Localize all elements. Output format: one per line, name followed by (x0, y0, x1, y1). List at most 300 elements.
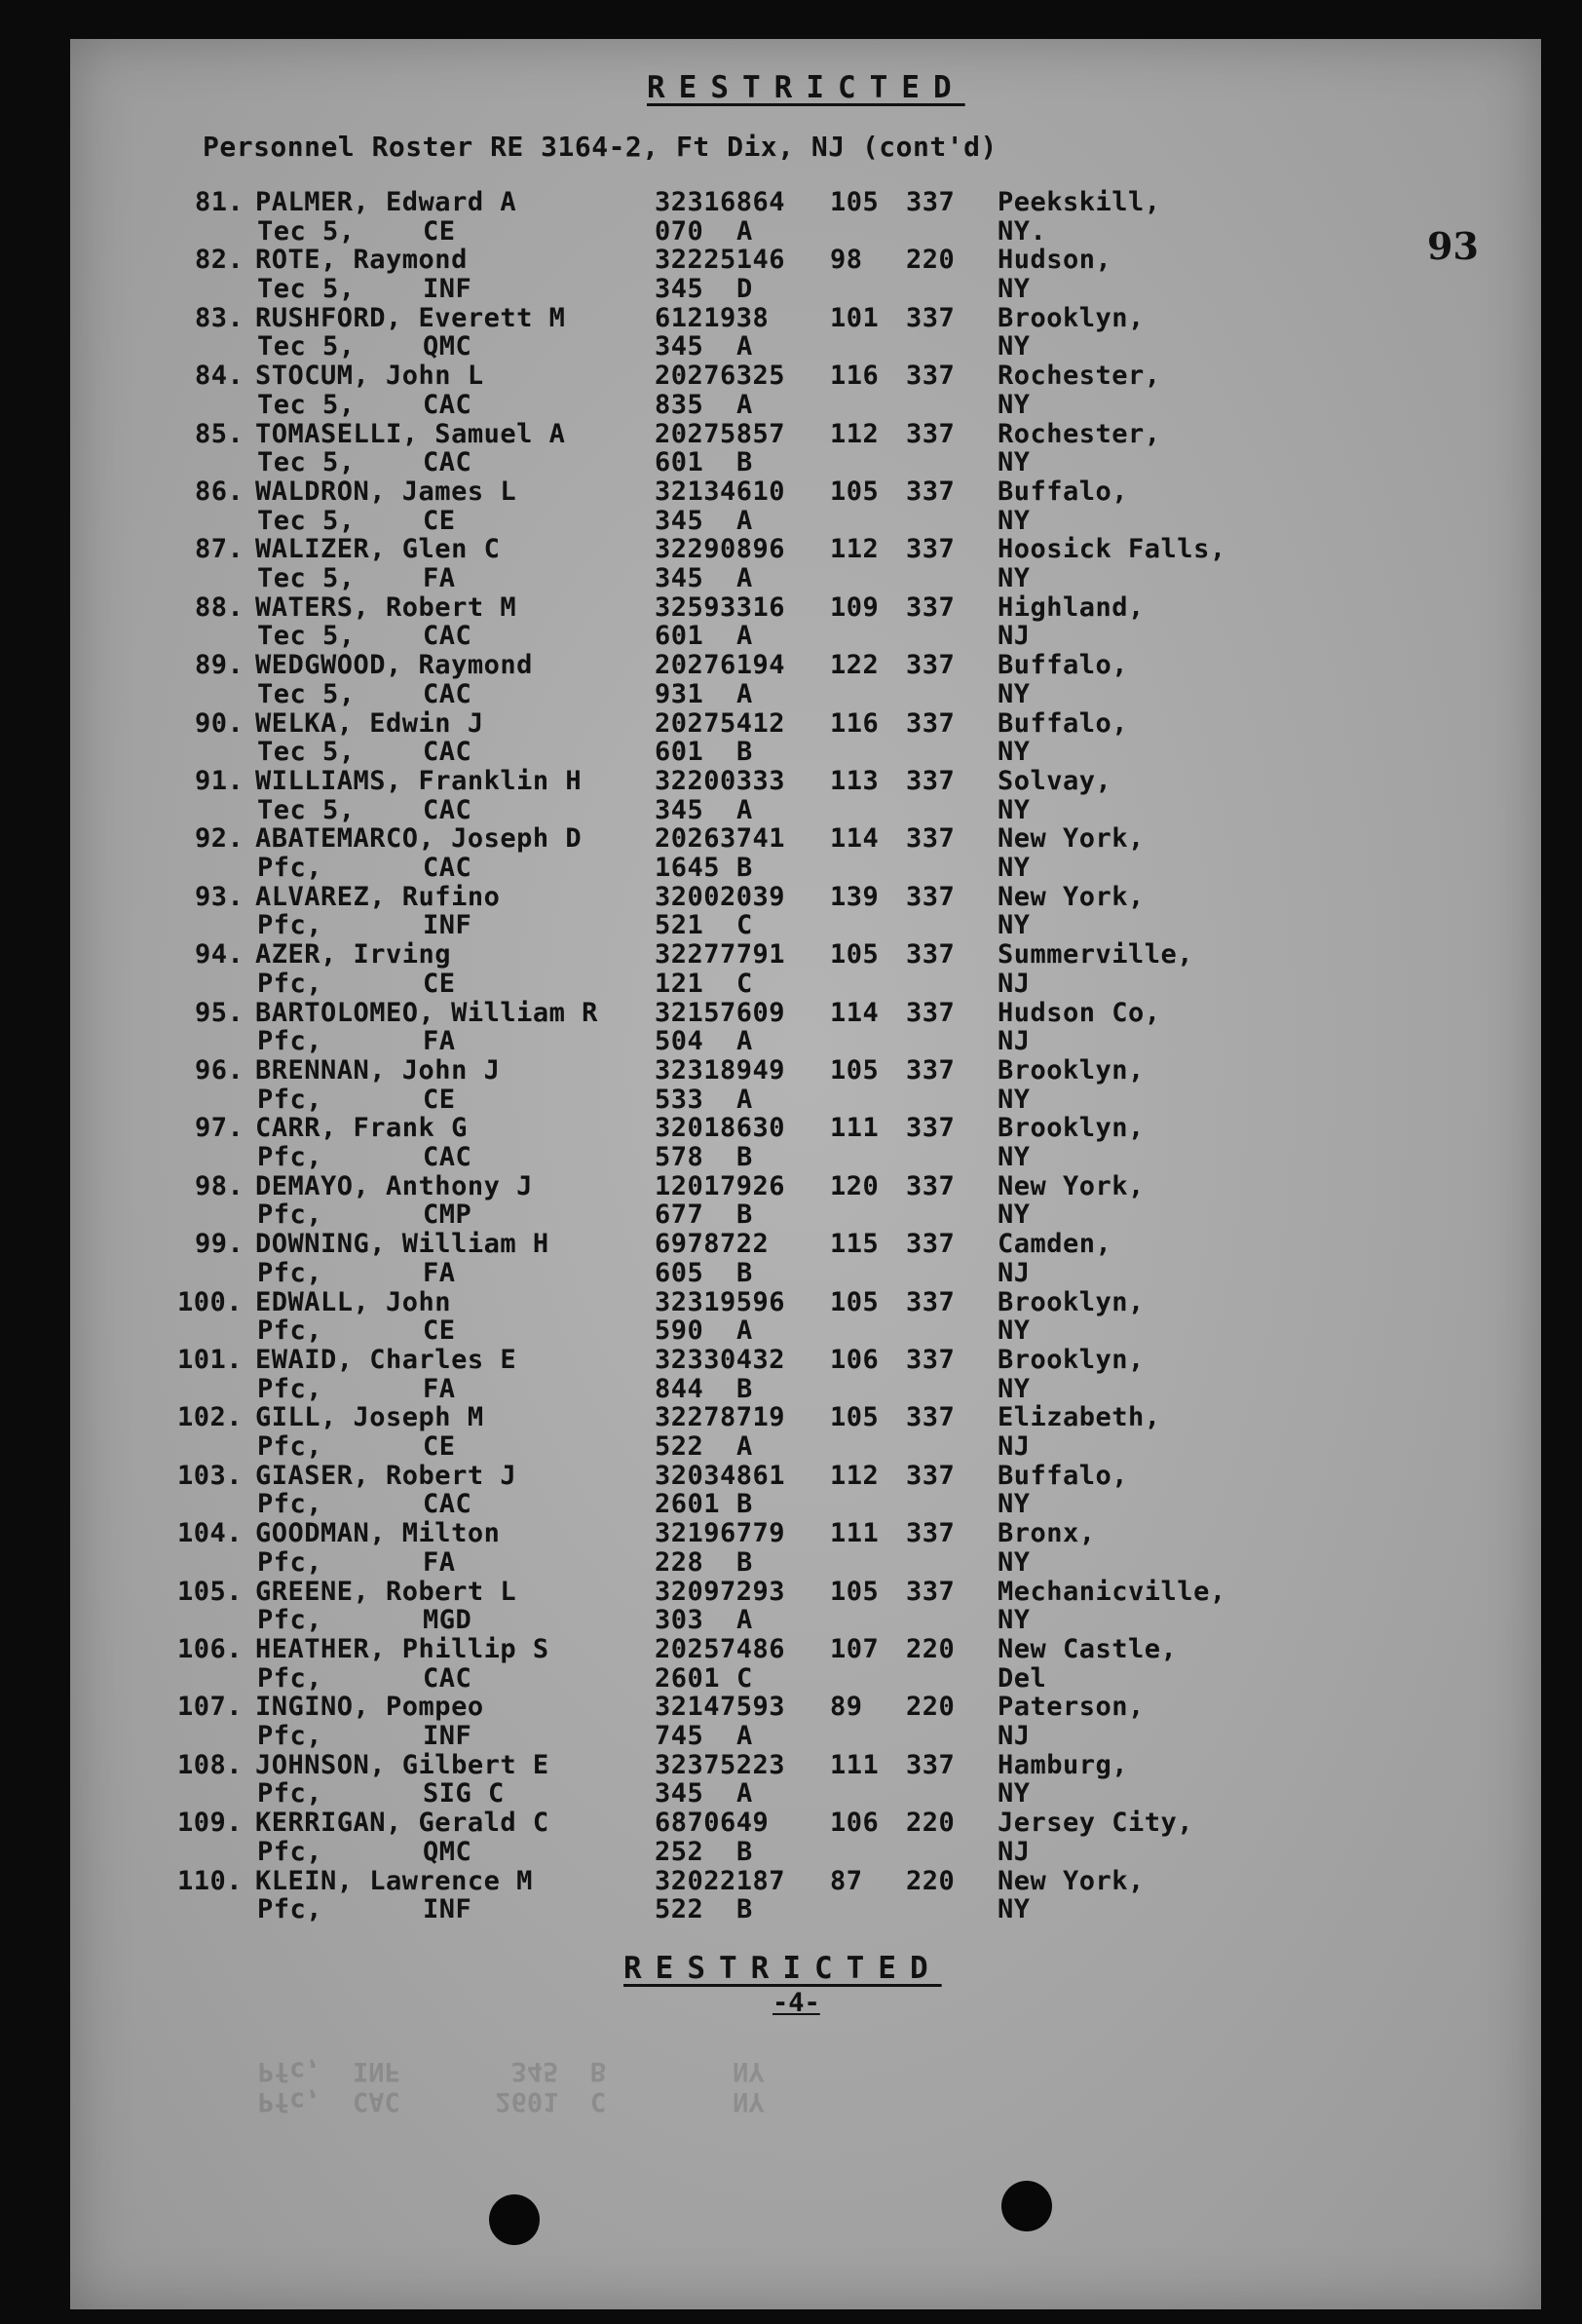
entry-state: Del (998, 1662, 1047, 1694)
entry-serial: 6978722 (655, 1229, 770, 1260)
entry-group: B (736, 1894, 753, 1925)
entry-name: GREENE, Robert L (255, 1576, 517, 1607)
entry-serial: 20275857 (655, 418, 786, 449)
entry-number-b: 337 (906, 361, 956, 392)
entry-rank: Pfc, (257, 910, 323, 941)
entry-name: BARTOLOMEO, William R (255, 997, 598, 1028)
entry-rank: Pfc, (257, 1489, 323, 1520)
entry-state: NY (998, 678, 1031, 709)
entry-name: HEATHER, Phillip S (255, 1634, 549, 1664)
entry-branch: CE (423, 1430, 456, 1462)
entry-number-b: 220 (906, 1692, 956, 1723)
entry-state: NY (998, 737, 1031, 768)
roster-entry (70, 1808, 1541, 1866)
entry-group: B (736, 1546, 753, 1578)
roster-entry (70, 708, 1541, 767)
entry-number: 108. (177, 1749, 244, 1780)
entry-rank: Pfc, (257, 852, 323, 883)
entry-group: B (736, 1200, 753, 1231)
entry-number-b: 337 (906, 1460, 956, 1491)
entry-state: NY. (998, 215, 1047, 247)
entry-number-b: 337 (906, 1402, 956, 1433)
roster-entry (70, 1113, 1541, 1171)
entry-branch: CAC (423, 447, 472, 478)
entry-code: 835 (655, 389, 704, 420)
entry-city: Rochester, (998, 418, 1161, 449)
entry-number-b: 337 (906, 1055, 956, 1086)
entry-city: Hoosick Falls, (998, 534, 1226, 565)
roster-entry (70, 1402, 1541, 1461)
entry-serial: 32290896 (655, 534, 786, 565)
roster-entry (70, 1866, 1541, 1924)
entry-serial: 20276194 (655, 650, 786, 681)
entry-number: 100. (177, 1286, 244, 1317)
entry-number: 102. (177, 1402, 244, 1433)
entry-number-a: 105 (830, 939, 880, 971)
entry-branch: CE (423, 1315, 456, 1347)
entry-rank: Pfc, (257, 968, 323, 999)
entry-branch: INF (423, 910, 472, 941)
entry-number-a: 115 (830, 1229, 880, 1260)
entry-branch: FA (423, 1026, 456, 1057)
roster-entry (70, 998, 1541, 1056)
entry-number-a: 111 (830, 1518, 880, 1549)
entry-group: A (736, 1430, 753, 1462)
entry-number-a: 106 (830, 1808, 880, 1839)
entry-number-b: 337 (906, 302, 956, 333)
entry-city: Brooklyn, (998, 1113, 1145, 1144)
entry-number: 87. (195, 534, 245, 565)
entry-serial: 32318949 (655, 1055, 786, 1086)
entry-number-a: 116 (830, 361, 880, 392)
entry-name: AZER, Irving (255, 939, 452, 971)
entry-name: EDWALL, John (255, 1286, 452, 1317)
entry-branch: INF (423, 1894, 472, 1925)
entry-group: A (736, 1778, 753, 1810)
entry-state: NJ (998, 1026, 1031, 1057)
entry-number-a: 107 (830, 1634, 880, 1664)
entry-name: TOMASELLI, Samuel A (255, 418, 566, 449)
entry-branch: CAC (423, 389, 472, 420)
entry-number: 110. (177, 1865, 244, 1896)
entry-number-b: 337 (906, 1576, 956, 1607)
entry-branch: CAC (423, 678, 472, 709)
entry-city: Paterson, (998, 1692, 1145, 1723)
entry-city: New York, (998, 823, 1145, 855)
entry-city: Bronx, (998, 1518, 1096, 1549)
entry-name: GOODMAN, Milton (255, 1518, 501, 1549)
entry-rank: Tec 5, (257, 331, 356, 362)
entry-city: Elizabeth, (998, 1402, 1161, 1433)
entry-group: D (736, 273, 753, 304)
entry-state: NY (998, 1546, 1031, 1578)
entry-number-a: 105 (830, 1286, 880, 1317)
entry-code: 345 (655, 562, 704, 593)
entry-serial: 32278719 (655, 1402, 786, 1433)
entry-number-a: 114 (830, 823, 880, 855)
entry-number-a: 105 (830, 1402, 880, 1433)
entry-branch: SIG C (423, 1778, 505, 1810)
entry-rank: Tec 5, (257, 505, 356, 536)
entry-city: Jersey City, (998, 1808, 1194, 1839)
entry-number: 105. (177, 1576, 244, 1607)
entry-city: Solvay, (998, 766, 1112, 796)
entry-number-b: 337 (906, 650, 956, 681)
entry-number: 81. (195, 187, 245, 217)
entry-state: NY (998, 562, 1031, 593)
roster-entry (70, 1750, 1541, 1809)
entry-number-a: 105 (830, 1055, 880, 1086)
entry-name: WELKA, Edwin J (255, 707, 484, 739)
entry-code: 121 (655, 968, 704, 999)
entry-serial: 32593316 (655, 591, 786, 623)
page-number-stamp: 93 (1427, 224, 1479, 268)
entry-number: 101. (177, 1345, 244, 1375)
entry-rank: Pfc, (257, 1026, 323, 1057)
entry-rank: Pfc, (257, 1084, 323, 1115)
entry-group: B (736, 1489, 753, 1520)
entry-city: New Castle, (998, 1634, 1178, 1664)
entry-group: A (736, 794, 753, 825)
entry-city: Peekskill, (998, 187, 1161, 217)
entry-branch: CE (423, 968, 456, 999)
entry-group: A (736, 678, 753, 709)
entry-branch: CAC (423, 794, 472, 825)
entry-serial: 20275412 (655, 707, 786, 739)
entry-group: A (736, 389, 753, 420)
entry-name: PALMER, Edward A (255, 187, 517, 217)
entry-branch: CE (423, 505, 456, 536)
entry-number-a: 87 (830, 1865, 863, 1896)
entry-name: WILLIAMS, Franklin H (255, 766, 583, 796)
roster-entry (70, 1461, 1541, 1519)
entry-branch: FA (423, 562, 456, 593)
entry-state: NJ (998, 968, 1031, 999)
entry-serial: 32002039 (655, 881, 786, 912)
entry-group: A (736, 1026, 753, 1057)
roster-entry (70, 245, 1541, 303)
entry-name: ROTE, Raymond (255, 245, 468, 276)
entry-number-b: 337 (906, 591, 956, 623)
entry-code: 931 (655, 678, 704, 709)
entry-name: ALVAREZ, Rufino (255, 881, 501, 912)
entry-number: 91. (195, 766, 245, 796)
entry-number-a: 111 (830, 1113, 880, 1144)
entry-number-b: 337 (906, 707, 956, 739)
entry-serial: 32330432 (655, 1345, 786, 1375)
entry-code: 345 (655, 331, 704, 362)
entry-serial: 32225146 (655, 245, 786, 276)
entry-serial: 32157609 (655, 997, 786, 1028)
entry-code: 252 (655, 1836, 704, 1867)
entry-state: NY (998, 852, 1031, 883)
entry-code: 522 (655, 1894, 704, 1925)
entry-number: 83. (195, 302, 245, 333)
entry-code: 745 (655, 1720, 704, 1751)
entry-group: C (736, 968, 753, 999)
entry-serial: 32375223 (655, 1749, 786, 1780)
entry-serial: 32277791 (655, 939, 786, 971)
entry-name: INGINO, Pompeo (255, 1692, 484, 1723)
entry-name: GILL, Joseph M (255, 1402, 484, 1433)
entry-rank: Tec 5, (257, 794, 356, 825)
roster-entry (70, 1518, 1541, 1577)
entry-number-a: 116 (830, 707, 880, 739)
entry-state: NY (998, 505, 1031, 536)
entry-number: 99. (195, 1229, 245, 1260)
entry-serial: 32022187 (655, 1865, 786, 1896)
entry-rank: Tec 5, (257, 737, 356, 768)
entry-code: 504 (655, 1026, 704, 1057)
entry-code: 1645 (655, 852, 721, 883)
page-footer-number: -4- (772, 1988, 820, 2018)
entry-number-b: 337 (906, 939, 956, 971)
entry-rank: Pfc, (257, 1315, 323, 1347)
entry-number-a: 112 (830, 534, 880, 565)
roster-entry (70, 592, 1541, 651)
entry-name: WALDRON, James L (255, 476, 517, 507)
roster-entry (70, 823, 1541, 882)
roster-entry (70, 766, 1541, 824)
entry-number-b: 337 (906, 1286, 956, 1317)
entry-number-a: 89 (830, 1692, 863, 1723)
roster-entry (70, 939, 1541, 998)
roster-entry (70, 1171, 1541, 1230)
entry-number: 93. (195, 881, 245, 912)
entry-city: Brooklyn, (998, 1055, 1145, 1086)
entry-rank: Pfc, (257, 1257, 323, 1288)
entry-rank: Tec 5, (257, 678, 356, 709)
entry-number: 107. (177, 1692, 244, 1723)
entry-state: NY (998, 331, 1031, 362)
entry-name: WALIZER, Glen C (255, 534, 501, 565)
entry-number-b: 337 (906, 766, 956, 796)
entry-code: 345 (655, 1778, 704, 1810)
entry-rank: Tec 5, (257, 273, 356, 304)
entry-code: 605 (655, 1257, 704, 1288)
entry-city: Buffalo, (998, 476, 1129, 507)
entry-name: KERRIGAN, Gerald C (255, 1808, 549, 1839)
entry-branch: QMC (423, 1836, 472, 1867)
roster-entry (70, 1055, 1541, 1114)
entry-number: 106. (177, 1634, 244, 1664)
entry-serial: 32097293 (655, 1576, 786, 1607)
entry-number-a: 101 (830, 302, 880, 333)
entry-serial: 32319596 (655, 1286, 786, 1317)
entry-number-b: 337 (906, 476, 956, 507)
entry-number-b: 337 (906, 1749, 956, 1780)
entry-code: 303 (655, 1605, 704, 1636)
restricted-header: RESTRICTED (647, 70, 965, 105)
entry-group: A (736, 331, 753, 362)
entry-state: NY (998, 1778, 1031, 1810)
entry-rank: Pfc, (257, 1894, 323, 1925)
entry-branch: FA (423, 1546, 456, 1578)
entry-group: B (736, 1836, 753, 1867)
roster-entry (70, 1229, 1541, 1287)
entry-number: 96. (195, 1055, 245, 1086)
entry-code: 345 (655, 505, 704, 536)
entry-number-a: 109 (830, 591, 880, 623)
entry-serial: 32316864 (655, 187, 786, 217)
entry-state: NY (998, 447, 1031, 478)
entry-branch: INF (423, 1720, 472, 1751)
entry-rank: Pfc, (257, 1141, 323, 1172)
entry-state: NJ (998, 1257, 1031, 1288)
entry-group: C (736, 910, 753, 941)
entry-code: 521 (655, 910, 704, 941)
entry-code: 844 (655, 1373, 704, 1404)
entry-number: 104. (177, 1518, 244, 1549)
roster-entry (70, 1634, 1541, 1693)
entry-code: 677 (655, 1200, 704, 1231)
entry-city: Brooklyn, (998, 302, 1145, 333)
entry-branch: FA (423, 1257, 456, 1288)
entry-code: 345 (655, 794, 704, 825)
entry-code: 590 (655, 1315, 704, 1347)
entry-serial: 32018630 (655, 1113, 786, 1144)
entry-city: Buffalo, (998, 707, 1129, 739)
entry-state: NY (998, 1489, 1031, 1520)
entry-city: Camden, (998, 1229, 1112, 1260)
entry-serial: 32134610 (655, 476, 786, 507)
roster-entry (70, 882, 1541, 940)
entry-city: Hudson, (998, 245, 1112, 276)
roster-entry (70, 361, 1541, 419)
punch-hole-right (1001, 2181, 1052, 2231)
entry-number-b: 337 (906, 997, 956, 1028)
entry-serial: 32147593 (655, 1692, 786, 1723)
entry-branch: INF (423, 273, 472, 304)
entry-city: Brooklyn, (998, 1345, 1145, 1375)
entry-code: 2601 (655, 1662, 721, 1694)
entry-rank: Tec 5, (257, 215, 356, 247)
entry-city: Hudson Co, (998, 997, 1161, 1028)
entry-number-b: 337 (906, 418, 956, 449)
entry-city: New York, (998, 1865, 1145, 1896)
entry-number: 88. (195, 591, 245, 623)
entry-group: B (736, 1373, 753, 1404)
entry-number-b: 337 (906, 823, 956, 855)
entry-rank: Tec 5, (257, 621, 356, 652)
entry-code: 345 (655, 273, 704, 304)
entry-group: B (736, 447, 753, 478)
entry-group: A (736, 1084, 753, 1115)
roster-entry (70, 303, 1541, 362)
roster-entry (70, 534, 1541, 592)
entry-group: A (736, 1315, 753, 1347)
entry-state: NY (998, 1084, 1031, 1115)
entry-name: STOCUM, John L (255, 361, 484, 392)
entry-branch: CAC (423, 852, 472, 883)
entry-state: NY (998, 910, 1031, 941)
entry-serial: 32034861 (655, 1460, 786, 1491)
entry-group: C (736, 1662, 753, 1694)
entry-name: WATERS, Robert M (255, 591, 517, 623)
entry-rank: Tec 5, (257, 389, 356, 420)
entry-code: 070 (655, 215, 704, 247)
entry-number-b: 220 (906, 1808, 956, 1839)
entry-number-a: 111 (830, 1749, 880, 1780)
entry-name: WEDGWOOD, Raymond (255, 650, 533, 681)
entry-group: A (736, 1720, 753, 1751)
entry-number: 86. (195, 476, 245, 507)
entry-number: 92. (195, 823, 245, 855)
entry-city: New York, (998, 881, 1145, 912)
entry-city: Buffalo, (998, 650, 1129, 681)
roster-entry (70, 650, 1541, 708)
entry-number-b: 337 (906, 1113, 956, 1144)
entry-state: NY (998, 1141, 1031, 1172)
entry-code: 2601 (655, 1489, 721, 1520)
entry-state: NJ (998, 1836, 1031, 1867)
entry-state: NY (998, 1315, 1031, 1347)
entry-number-b: 220 (906, 1634, 956, 1664)
entry-state: NY (998, 1605, 1031, 1636)
entry-number-b: 337 (906, 1229, 956, 1260)
entry-number: 82. (195, 245, 245, 276)
entry-name: DOWNING, William H (255, 1229, 549, 1260)
entry-state: NY (998, 389, 1031, 420)
entry-state: NJ (998, 621, 1031, 652)
roster-entry (70, 476, 1541, 535)
entry-serial: 20257486 (655, 1634, 786, 1664)
entry-group: A (736, 562, 753, 593)
entry-city: Highland, (998, 591, 1145, 623)
roster-entry (70, 1345, 1541, 1403)
entry-city: Summerville, (998, 939, 1194, 971)
entry-number-b: 337 (906, 187, 956, 217)
entry-number: 103. (177, 1460, 244, 1491)
entry-number: 94. (195, 939, 245, 971)
entry-serial: 6121938 (655, 302, 770, 333)
entry-serial: 20263741 (655, 823, 786, 855)
entry-rank: Pfc, (257, 1373, 323, 1404)
entry-number-a: 98 (830, 245, 863, 276)
roster-entry (70, 1287, 1541, 1346)
entry-branch: CE (423, 215, 456, 247)
punch-hole-left (489, 2194, 540, 2245)
restricted-footer: RESTRICTED (623, 1951, 942, 1986)
entry-number-b: 337 (906, 534, 956, 565)
entry-number-b: 337 (906, 1518, 956, 1549)
entry-group: A (736, 215, 753, 247)
entry-code: 601 (655, 447, 704, 478)
entry-branch: CMP (423, 1200, 472, 1231)
entry-code: 578 (655, 1141, 704, 1172)
entry-number-b: 337 (906, 1170, 956, 1201)
entry-code: 601 (655, 621, 704, 652)
entry-state: NY (998, 1373, 1031, 1404)
entry-number-a: 106 (830, 1345, 880, 1375)
entry-branch: MGD (423, 1605, 472, 1636)
entry-name: BRENNAN, John J (255, 1055, 501, 1086)
entry-serial: 6870649 (655, 1808, 770, 1839)
entry-serial: 32196779 (655, 1518, 786, 1549)
entry-name: EWAID, Charles E (255, 1345, 517, 1375)
entry-city: Hamburg, (998, 1749, 1129, 1780)
entry-group: B (736, 852, 753, 883)
entry-state: NY (998, 273, 1031, 304)
entry-rank: Tec 5, (257, 447, 356, 478)
entry-branch: QMC (423, 331, 472, 362)
entry-city: New York, (998, 1170, 1145, 1201)
document-page (70, 39, 1541, 2309)
entry-number-a: 114 (830, 997, 880, 1028)
entry-rank: Pfc, (257, 1662, 323, 1694)
entry-rank: Pfc, (257, 1836, 323, 1867)
entry-state: NY (998, 794, 1031, 825)
